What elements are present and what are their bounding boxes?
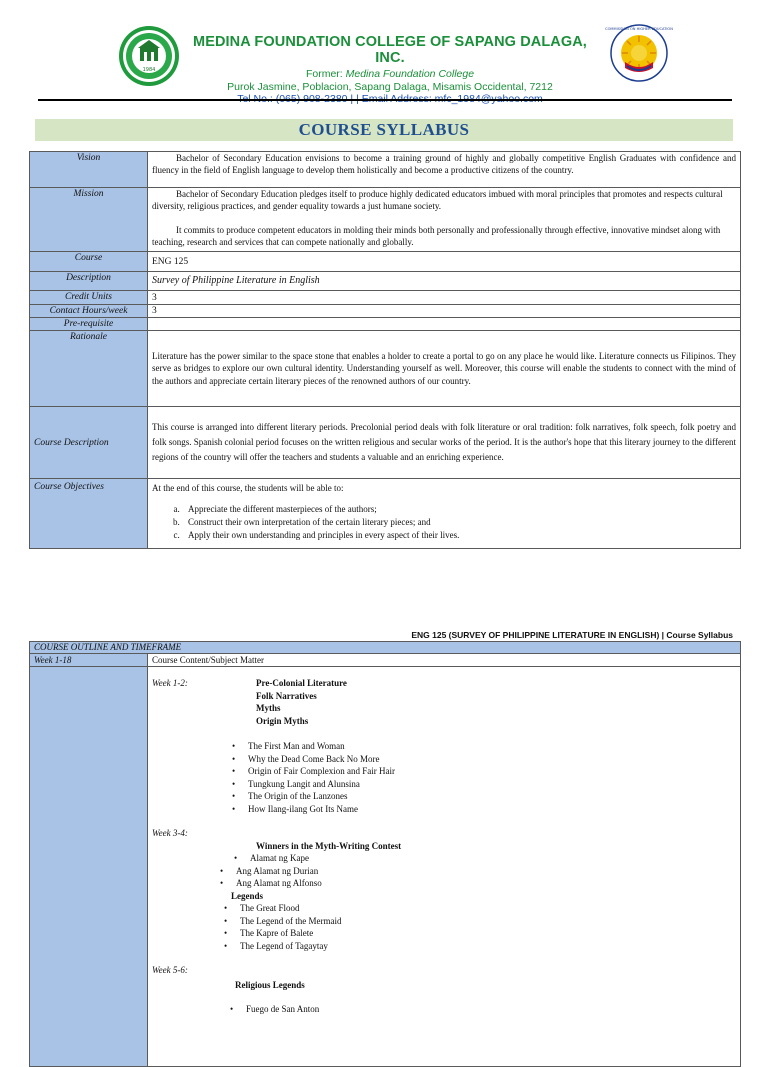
vision-text: Bachelor of Secondary Education envisions to become a training ground of highly and globally competitive English Graduates with confidence and fluency in the field of English language to develop them holistically and become a productive citizens of the country. xyxy=(152,153,736,175)
religious-legends-heading: Religious Legends xyxy=(235,979,305,990)
rationale-label: Rationale xyxy=(30,331,148,407)
former-label: Former: xyxy=(305,68,343,80)
outline-content xyxy=(148,667,741,1067)
weeks-label: Week 1-18 xyxy=(30,654,148,667)
legends-list xyxy=(152,902,736,952)
list-item: b. Construct their own interpretation of the certain literary pieces; and xyxy=(182,516,736,529)
vision-label: Vision xyxy=(30,152,148,188)
objectives-list xyxy=(152,503,736,542)
folk-narratives-heading: Folk Narratives xyxy=(256,690,317,701)
religious-legends-list xyxy=(152,1003,736,1016)
description-value: Survey of Philippine Literature in English xyxy=(148,272,741,291)
table-row xyxy=(30,291,741,305)
course-label: Course xyxy=(30,252,148,272)
college-name: MEDINA FOUNDATION COLLEGE OF SAPANG DALAGA, INC. xyxy=(193,34,587,66)
table-row xyxy=(30,272,741,291)
mission-text-1: Bachelor of Secondary Education pledges itself to produce highly dedicated educators imbued with moral principles that promotes and respects cultural diversity, religious practices, and gender equality towards a just humane society. xyxy=(152,189,723,211)
contact-hours-label: Contact Hours/week xyxy=(30,305,148,318)
mission-label: Mission xyxy=(30,188,148,252)
former-name-line xyxy=(180,68,600,80)
myths-heading: Myths xyxy=(256,703,281,713)
credit-units-value: 3 xyxy=(148,291,741,305)
course-objectives-label: Course Objectives xyxy=(30,479,148,549)
table-row xyxy=(30,152,741,188)
list-item: • The Legend of Tagaytay xyxy=(220,940,736,953)
objectives-intro: At the end of this course, the students will be able to: xyxy=(152,483,344,493)
list-item: • How Ilang-ilang Got Its Name xyxy=(228,803,736,816)
course-description-text: This course is arranged into different literary periods. Precolonial period deals with folk literature or oral tradition: folk narratives, folk speech, folk poetry and folk songs. Spanish colonial period focuses on the written religious and secular works of the period. It is the author's hope that this literary journey to the different regions of the country will offer the teachers and students a valuable and an enriching experience. xyxy=(148,407,741,479)
page-title: COURSE SYLLABUS xyxy=(35,119,733,141)
list-item: • Origin of Fair Complexion and Fair Hair xyxy=(228,765,736,778)
college-header xyxy=(180,34,600,105)
legends-heading: Legends xyxy=(231,890,264,901)
mission-text-2: It commits to produce competent educators in molding their minds both personally and professionally through effective, innovative mindset along with teaching, research and services that can compete nationally and globally. xyxy=(152,225,721,247)
table-row xyxy=(30,407,741,479)
syllabus-table xyxy=(29,151,741,549)
table-row xyxy=(30,188,741,252)
table-row xyxy=(30,252,741,272)
description-label: Description xyxy=(30,272,148,291)
list-item: • The Legend of the Mermaid xyxy=(220,915,736,928)
running-header: ENG 125 (SURVEY OF PHILIPPINE LITERATURE IN ENGLISH) | Course Syllabus xyxy=(411,630,733,640)
former-name: Medina Foundation College xyxy=(345,68,475,80)
svg-text:COMMISSION ON HIGHER EDUCATION: COMMISSION ON HIGHER EDUCATION xyxy=(605,27,673,31)
table-row xyxy=(30,318,741,331)
week-1-2-label: Week 1-2: xyxy=(152,678,188,688)
list-item: • Tungkung Langit and Alunsina xyxy=(228,778,736,791)
list-item: • Why the Dead Come Back No More xyxy=(228,753,736,766)
pre-colonial-heading: Pre-Colonial Literature xyxy=(256,678,347,688)
content-label: Course Content/Subject Matter xyxy=(148,654,741,667)
week-3-4-label: Week 3-4: xyxy=(152,828,188,838)
header-divider xyxy=(38,99,732,101)
course-outline-table xyxy=(29,641,741,1067)
list-item: a. Appreciate the different masterpieces of the authors; xyxy=(182,503,736,516)
origin-myths-list xyxy=(152,740,736,815)
table-row xyxy=(30,654,741,667)
list-item: c. Apply their own understanding and principles in every aspect of their lives. xyxy=(182,529,736,542)
table-row xyxy=(30,479,741,549)
table-row xyxy=(30,667,741,1067)
contact-hours-value: 3 xyxy=(148,305,741,318)
myth-contest-heading: Winners in the Myth-Writing Contest xyxy=(256,840,402,851)
table-row xyxy=(30,305,741,318)
credit-units-label: Credit Units xyxy=(30,291,148,305)
prerequisite-value xyxy=(148,318,741,331)
outline-section-label: COURSE OUTLINE AND TIMEFRAME xyxy=(30,642,741,654)
origin-myths-heading: Origin Myths xyxy=(256,715,309,726)
table-row xyxy=(30,642,741,654)
list-item: • The Origin of the Lanzones xyxy=(228,790,736,803)
myth-contest-list-2 xyxy=(152,865,736,890)
rationale-text: Literature has the power similar to the space stone that enables a holder to create a portal to go on any place he would like. Literature connects us Filipinos. They serve as bridges to explore our own cultural identity. Understanding yourself as well. Moreover, this course will enable the students to connect with the mind of the authors and appreciate certain literary pieces of the renowned authors of our country. xyxy=(148,331,741,407)
myth-contest-list xyxy=(152,852,736,865)
list-item: • Ang Alamat ng Durian xyxy=(216,865,736,878)
list-item: • Alamat ng Kape xyxy=(230,852,736,865)
svg-text:1984: 1984 xyxy=(142,67,156,73)
college-address: Purok Jasmine, Poblacion, Sapang Dalaga, Misamis Occidental, 7212 xyxy=(227,81,553,93)
table-row xyxy=(30,331,741,407)
week-5-6-label: Week 5-6: xyxy=(152,965,188,975)
ched-seal-logo xyxy=(605,22,673,84)
prerequisite-label: Pre-requisite xyxy=(30,318,148,331)
list-item: • The Kapre of Balete xyxy=(220,927,736,940)
college-seal-logo xyxy=(118,25,180,87)
list-item: • Fuego de San Anton xyxy=(226,1003,736,1016)
list-item: • Ang Alamat ng Alfonso xyxy=(216,877,736,890)
course-description-label: Course Description xyxy=(30,407,148,479)
course-value: ENG 125 xyxy=(148,252,741,272)
list-item: • The First Man and Woman xyxy=(228,740,736,753)
list-item: • The Great Flood xyxy=(220,902,736,915)
